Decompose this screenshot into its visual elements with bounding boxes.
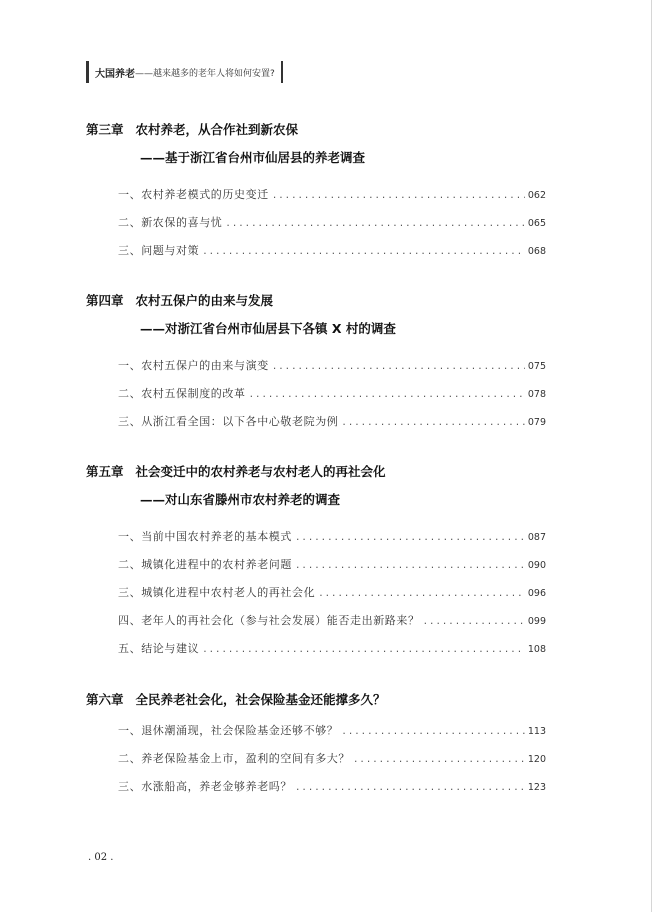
leader-dots: [295, 780, 525, 796]
toc-entry-label: 三、城镇化进程中农村老人的再社会化: [118, 586, 316, 599]
toc-entry[interactable]: [86, 529, 546, 545]
toc-list: [86, 723, 546, 795]
toc-entry-label: 一、农村养老模式的历史变迁: [118, 188, 269, 201]
leader-dots: [272, 359, 525, 375]
leader-dots: [249, 387, 525, 403]
chapter-title: [86, 292, 546, 310]
toc-entry[interactable]: [86, 414, 546, 430]
toc-entry-label: 五、结论与建议: [118, 642, 200, 655]
leader-dots: [341, 724, 524, 740]
leader-dots: [272, 188, 525, 204]
leader-dots: [202, 642, 525, 658]
toc-entry-page: 065: [527, 218, 546, 229]
chapter-subtitle: ——对浙江省台州市仙居县下各镇 X 村的调查: [140, 321, 396, 336]
toc-entry[interactable]: [86, 358, 546, 374]
chapter-title: [86, 121, 546, 139]
toc-entry-page: 075: [527, 361, 546, 372]
toc-entry-page: 113: [527, 726, 546, 737]
page-edge: [651, 0, 652, 912]
toc-entry-label: 二、新农保的喜与忧: [118, 216, 223, 229]
toc-entry-page: 096: [527, 588, 546, 599]
chapter-6: [86, 691, 546, 807]
leader-dots: [202, 244, 525, 260]
chapter-number: 第五章: [86, 464, 124, 479]
toc-entry-label: 二、城镇化进程中的农村养老问题: [118, 558, 292, 571]
leader-dots: [353, 752, 525, 768]
toc-entry-label: 一、当前中国农村养老的基本模式: [118, 530, 292, 543]
toc-entry-label: 三、问题与对策: [118, 244, 200, 257]
chapter-number: 第四章: [86, 293, 124, 308]
chapter-3: [86, 121, 546, 271]
page-number: . 02 .: [88, 852, 114, 863]
toc-entry-page: 068: [527, 246, 546, 257]
chapter-5: [86, 463, 546, 669]
chapter-title-text: 社会变迁中的农村养老与农村老人的再社会化: [135, 464, 386, 479]
leader-dots: [225, 216, 524, 232]
toc-entry-label: 三、从浙江看全国：以下各中心敬老院为例: [118, 415, 339, 428]
toc-entry-page: 123: [527, 782, 546, 793]
toc-entry[interactable]: [86, 187, 546, 203]
toc-entry[interactable]: [86, 641, 546, 657]
toc-entry-page: 108: [527, 644, 546, 655]
toc-entry-label: 二、养老保险基金上市，盈利的空间有多大？: [118, 752, 350, 765]
toc-entry-label: 一、退休潮涌现，社会保险基金还够不够？: [118, 724, 339, 737]
toc-entry[interactable]: [86, 585, 546, 601]
chapter-title: [86, 463, 546, 481]
toc-entry-page: 099: [527, 616, 546, 627]
leader-dots: [295, 530, 525, 546]
toc-entry-page: 090: [527, 560, 546, 571]
chapter-title-text: 农村五保户的由来与发展: [135, 293, 274, 308]
toc-list: [86, 529, 546, 657]
toc-entry[interactable]: [86, 243, 546, 259]
leader-dots: [423, 614, 525, 630]
toc-entry[interactable]: [86, 723, 546, 739]
toc-entry[interactable]: [86, 386, 546, 402]
header-book-title: 大国养老: [95, 68, 135, 80]
leader-dots: [295, 558, 525, 574]
toc-entry-page: 079: [527, 417, 546, 428]
leader-dots: [341, 415, 524, 431]
toc-entry-page: 120: [527, 754, 546, 765]
chapter-4: [86, 292, 546, 442]
chapter-number: 第三章: [86, 122, 124, 137]
toc-entry[interactable]: [86, 779, 546, 795]
chapter-title: [86, 691, 546, 709]
toc-entry-page: 087: [527, 532, 546, 543]
chapter-title-text: 全民养老社会化，社会保险基金还能撑多久？: [135, 692, 386, 707]
toc-entry[interactable]: [86, 557, 546, 573]
toc-entry[interactable]: [86, 613, 546, 629]
chapter-number: 第六章: [86, 692, 124, 707]
chapter-subtitle: ——基于浙江省台州市仙居县的养老调查: [140, 150, 366, 165]
toc-list: [86, 358, 546, 430]
toc-entry-label: 一、农村五保户的由来与演变: [118, 359, 269, 372]
toc-entry-page: 078: [527, 389, 546, 400]
toc-list: [86, 187, 546, 259]
running-header: [86, 61, 283, 83]
toc-entry-label: 四、老年人的再社会化（参与社会发展）能否走出新路来？: [118, 614, 420, 627]
toc-entry[interactable]: [86, 751, 546, 767]
chapter-subtitle: ——对山东省滕州市农村养老的调查: [140, 492, 341, 507]
toc-entry-page: 062: [527, 190, 546, 201]
toc-entry-label: 三、水涨船高，养老金够养老吗？: [118, 780, 292, 793]
leader-dots: [318, 586, 525, 602]
toc-entry-label: 二、农村五保制度的改革: [118, 387, 246, 400]
toc-entry[interactable]: [86, 215, 546, 231]
chapter-title-text: 农村养老，从合作社到新农保: [135, 122, 299, 137]
header-subtitle: ——越来越多的老年人将如何安置?: [135, 68, 275, 79]
